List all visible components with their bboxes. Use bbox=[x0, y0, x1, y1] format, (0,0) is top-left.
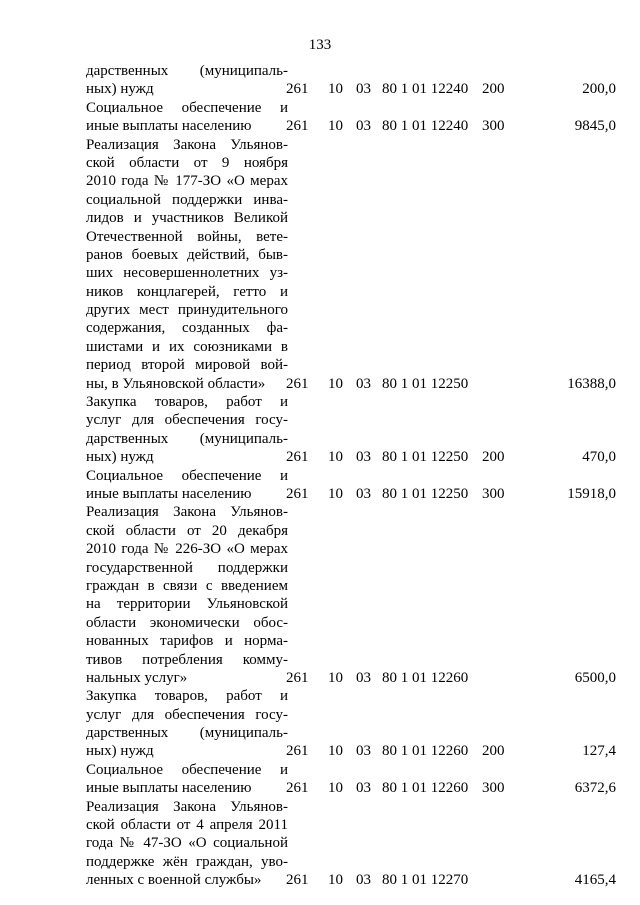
target-article-code: 80 1 01 12270 bbox=[382, 872, 469, 889]
description-line: ших несовершеннолетних уз- bbox=[86, 265, 288, 282]
budget-table bbox=[86, 62, 616, 890]
expense-type-code: 300 bbox=[482, 780, 505, 797]
table-row bbox=[86, 99, 616, 136]
description-line: нованных тарифов и норма- bbox=[86, 633, 288, 650]
grbs-code: 261 bbox=[286, 81, 309, 98]
description-line: услуг для обеспечения госу- bbox=[86, 412, 288, 429]
description-line: Отечественной войны, вете- bbox=[86, 228, 288, 245]
description-line: поддержке жён граждан, уво- bbox=[86, 853, 288, 870]
description-line: лидов и участников Великой bbox=[86, 210, 288, 227]
description-line: ской области от 4 апреля 2011 bbox=[86, 817, 288, 834]
description-line: иные выплаты населению bbox=[86, 118, 252, 135]
description-line: дарственных (муниципаль- bbox=[86, 430, 288, 447]
row-description bbox=[86, 99, 288, 136]
expense-type-code: 200 bbox=[482, 449, 505, 466]
description-line: ников концлагерей, гетто и bbox=[86, 283, 288, 300]
amount: 15918,0 bbox=[567, 485, 616, 502]
section-code: 10 bbox=[328, 118, 343, 135]
section-code: 10 bbox=[328, 743, 343, 760]
section-code: 10 bbox=[328, 81, 343, 98]
section-code: 10 bbox=[328, 485, 343, 502]
amount: 6500,0 bbox=[574, 669, 616, 686]
expense-type-code: 200 bbox=[482, 743, 505, 760]
amount: 9845,0 bbox=[574, 118, 616, 135]
amount: 470,0 bbox=[582, 449, 616, 466]
row-codes bbox=[286, 779, 616, 797]
description-line: ранов боевых действий, быв- bbox=[86, 246, 288, 263]
description-line: Реализация Закона Ульянов- bbox=[86, 504, 288, 521]
expense-type-code: 300 bbox=[482, 485, 505, 502]
target-article-code: 80 1 01 12240 bbox=[382, 81, 469, 98]
subsection-code: 03 bbox=[356, 872, 371, 889]
description-line: 2010 года № 177-ЗО «О мерах bbox=[86, 173, 288, 190]
amount: 16388,0 bbox=[567, 375, 616, 392]
row-description bbox=[86, 687, 288, 761]
description-line: 2010 года № 226-ЗО «О мерах bbox=[86, 541, 288, 558]
target-article-code: 80 1 01 12250 bbox=[382, 485, 469, 502]
description-line: граждан в связи с введением bbox=[86, 577, 288, 594]
table-row bbox=[86, 503, 616, 687]
row-description bbox=[86, 761, 288, 798]
description-line: Закупка товаров, работ и bbox=[86, 394, 288, 411]
row-description bbox=[86, 503, 288, 687]
description-line: ных) нужд bbox=[86, 81, 154, 98]
row-codes bbox=[286, 80, 616, 98]
target-article-code: 80 1 01 12240 bbox=[382, 118, 469, 135]
description-line: нальных услуг» bbox=[86, 669, 188, 686]
expense-type-code: 300 bbox=[482, 118, 505, 135]
description-line: на территории Ульяновской bbox=[86, 596, 288, 613]
row-codes bbox=[286, 669, 616, 687]
section-code: 10 bbox=[328, 669, 343, 686]
row-description bbox=[86, 393, 288, 467]
page-number: 133 bbox=[308, 37, 332, 53]
description-line: ных) нужд bbox=[86, 743, 154, 760]
description-line: Реализация Закона Ульянов- bbox=[86, 798, 288, 815]
table-row bbox=[86, 687, 616, 761]
table-row bbox=[86, 761, 616, 798]
description-line: социальной поддержки инва- bbox=[86, 191, 288, 208]
expense-type-code: 200 bbox=[482, 81, 505, 98]
target-article-code: 80 1 01 12250 bbox=[382, 375, 469, 392]
grbs-code: 261 bbox=[286, 780, 309, 797]
subsection-code: 03 bbox=[356, 669, 371, 686]
table-row bbox=[86, 62, 616, 99]
subsection-code: 03 bbox=[356, 485, 371, 502]
subsection-code: 03 bbox=[356, 743, 371, 760]
section-code: 10 bbox=[328, 449, 343, 466]
amount: 4165,4 bbox=[574, 872, 616, 889]
description-line: Реализация Закона Ульянов- bbox=[86, 136, 288, 153]
grbs-code: 261 bbox=[286, 375, 309, 392]
target-article-code: 80 1 01 12260 bbox=[382, 743, 469, 760]
row-description bbox=[86, 467, 288, 504]
grbs-code: 261 bbox=[286, 118, 309, 135]
description-line: иные выплаты населению bbox=[86, 780, 252, 797]
description-line: области экономически обос- bbox=[86, 614, 288, 631]
description-line: услуг для обеспечения госу- bbox=[86, 706, 288, 723]
description-line: ных) нужд bbox=[86, 449, 154, 466]
subsection-code: 03 bbox=[356, 118, 371, 135]
description-line: тивов потребления комму- bbox=[86, 651, 288, 668]
amount: 127,4 bbox=[582, 743, 616, 760]
table-row bbox=[86, 467, 616, 504]
subsection-code: 03 bbox=[356, 375, 371, 392]
description-line: ской области от 9 ноября bbox=[86, 154, 288, 171]
grbs-code: 261 bbox=[286, 485, 309, 502]
section-code: 10 bbox=[328, 780, 343, 797]
section-code: 10 bbox=[328, 872, 343, 889]
target-article-code: 80 1 01 12260 bbox=[382, 780, 469, 797]
description-line: содержания, созданных фа- bbox=[86, 320, 288, 337]
row-description bbox=[86, 798, 288, 890]
description-line: иные выплаты населению bbox=[86, 485, 252, 502]
description-line: года № 47-ЗО «О социальной bbox=[86, 835, 288, 852]
description-line: Социальное обеспечение и bbox=[86, 761, 288, 778]
description-line: шистами и их союзниками в bbox=[86, 338, 288, 355]
table-row bbox=[86, 136, 616, 393]
grbs-code: 261 bbox=[286, 743, 309, 760]
subsection-code: 03 bbox=[356, 81, 371, 98]
description-line: период второй мировой вой- bbox=[86, 357, 288, 374]
target-article-code: 80 1 01 12250 bbox=[382, 449, 469, 466]
description-line: ской области от 20 декабря bbox=[86, 522, 288, 539]
description-line: Закупка товаров, работ и bbox=[86, 688, 288, 705]
row-codes bbox=[286, 485, 616, 503]
table-row bbox=[86, 798, 616, 890]
row-codes bbox=[286, 375, 616, 393]
row-description bbox=[86, 136, 288, 393]
grbs-code: 261 bbox=[286, 449, 309, 466]
grbs-code: 261 bbox=[286, 669, 309, 686]
row-codes bbox=[286, 448, 616, 466]
description-line: государственной поддержки bbox=[86, 559, 288, 576]
subsection-code: 03 bbox=[356, 449, 371, 466]
target-article-code: 80 1 01 12260 bbox=[382, 669, 469, 686]
amount: 6372,6 bbox=[574, 780, 616, 797]
description-line: дарственных (муниципаль- bbox=[86, 725, 288, 742]
row-codes bbox=[286, 742, 616, 760]
row-description bbox=[86, 62, 288, 99]
table-row bbox=[86, 393, 616, 467]
description-line: Социальное обеспечение и bbox=[86, 467, 288, 484]
description-line: ленных с военной службы» bbox=[86, 872, 262, 889]
row-codes bbox=[286, 117, 616, 135]
description-line: других мест принудительного bbox=[86, 302, 288, 319]
grbs-code: 261 bbox=[286, 872, 309, 889]
amount: 200,0 bbox=[582, 81, 616, 98]
description-line: дарственных (муниципаль- bbox=[86, 63, 288, 79]
row-codes bbox=[286, 871, 616, 889]
section-code: 10 bbox=[328, 375, 343, 392]
subsection-code: 03 bbox=[356, 780, 371, 797]
description-line: ны, в Ульяновской области» bbox=[86, 375, 266, 392]
description-line: Социальное обеспечение и bbox=[86, 99, 288, 116]
